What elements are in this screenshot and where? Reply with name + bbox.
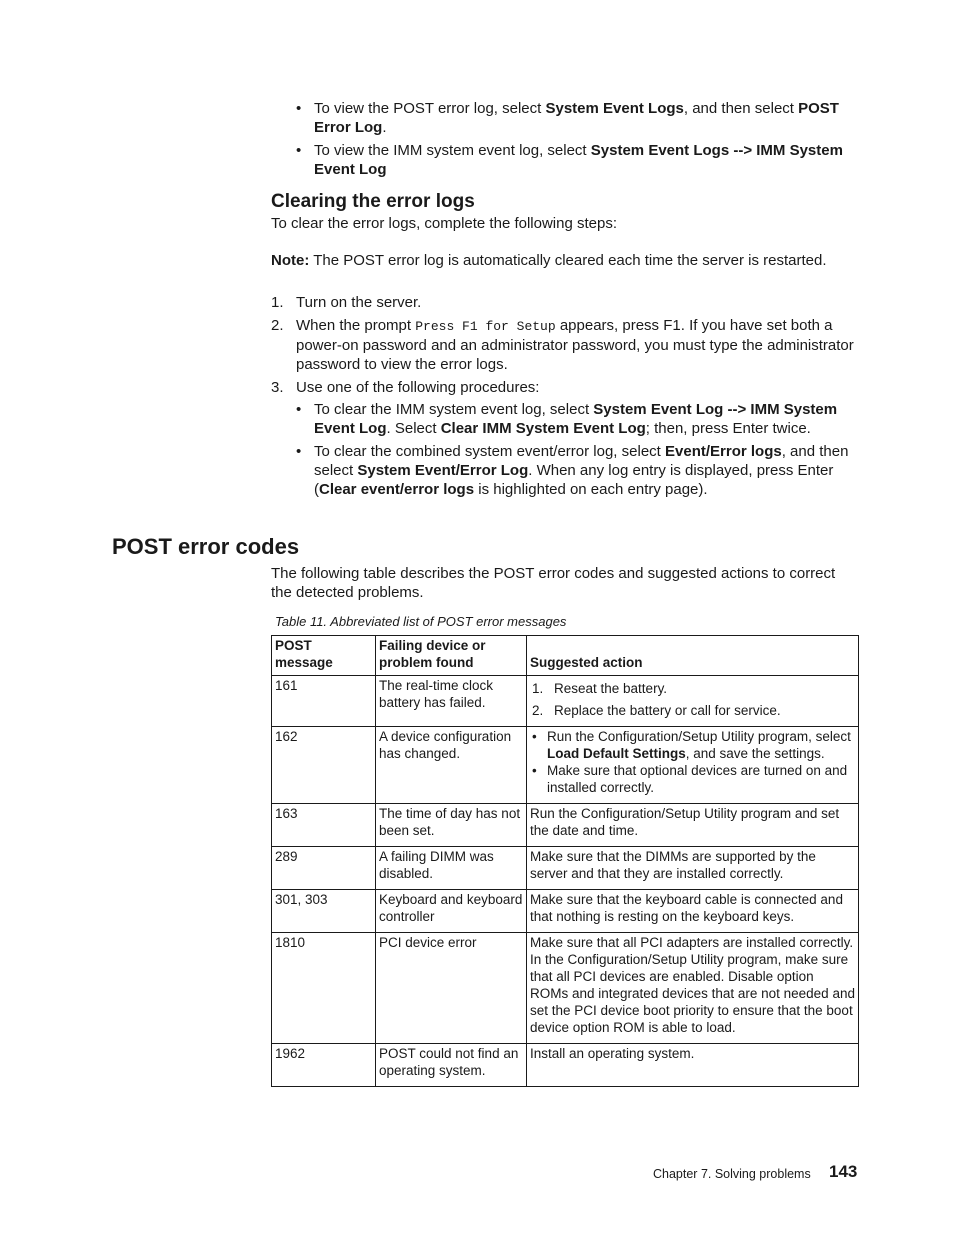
step-text: Use one of the following procedures: [296,379,540,396]
column-header: POST message [272,636,376,676]
action-bullet [530,728,855,762]
error-code-cell: 289 [272,847,376,890]
bullet-icon: • [532,763,537,778]
section-intro: The following table describes the POST error codes and suggested actions to correct the detected problems. [271,565,836,601]
step-text: Reseat the battery. [554,681,668,696]
step-text: Replace the battery or call for service. [554,703,781,718]
menu-path: POST Error Log [314,100,839,136]
menu-path: Load Default Settings [547,746,686,761]
item-text: , and then select [314,443,849,479]
action-cell [527,727,859,804]
device-cell: Keyboard and keyboard controller [376,890,527,933]
table-row [272,933,859,1044]
error-code-cell: 1810 [272,933,376,1044]
item-text: To view the IMM system event log, select [314,142,591,159]
bullet-icon: • [296,100,302,117]
menu-path: System Event/Error Log [357,462,529,479]
action-step [530,702,855,719]
error-code-cell: 301, 303 [272,890,376,933]
device-cell: The time of day has not been set. [376,804,527,847]
bullet-icon: • [532,729,537,744]
bullet-icon: • [296,443,302,460]
note-text: The POST error log is automatically cleared each time the server is restarted. [309,252,827,269]
steps-list [271,293,859,397]
bullet-icon: • [296,142,302,159]
item-text: Run the Configuration/Setup Utility program, select [547,729,851,744]
table-row [272,847,859,890]
procedure-list [296,400,858,503]
action-bullet [530,762,855,796]
action-cell: Run the Configuration/Setup Utility program and set the date and time. [527,804,859,847]
top-bullet-list [296,99,858,183]
table-header-row [272,636,859,676]
item-text: Make sure that optional devices are turned on and installed correctly. [547,763,848,795]
step-number: 1. [271,294,284,311]
menu-path: System Event Logs [545,100,684,117]
step-number: 3. [271,379,284,396]
device-cell: A failing DIMM was disabled. [376,847,527,890]
prompt-code: Press F1 for Setup [415,319,556,334]
action-step [530,680,855,697]
post-error-table [271,635,859,1087]
item-text: , and then select [683,100,799,117]
item-text: . When any log entry is displayed, press Enter ( [314,462,834,498]
note-label: Note: [271,252,310,269]
menu-path: System Event Logs --> IMM System Event Log [314,142,843,178]
list-item [296,442,858,499]
list-item [296,400,858,438]
device-cell: The real-time clock battery has failed. [376,676,527,727]
list-item [296,99,858,137]
item-text: To clear the combined system event/error log, select [314,443,665,460]
device-cell: PCI device error [376,933,527,1044]
step-text: appears, press F1. If you have set both a power-on password and an administrator password, you must type the administrator password to view the error logs. [296,317,854,373]
error-code-cell: 1962 [272,1044,376,1087]
error-code-cell: 162 [272,727,376,804]
step-number: 2. [271,317,284,334]
page-title: POST error codes [112,534,300,559]
step-text: When the prompt [296,317,416,334]
list-item [271,378,859,397]
error-code-cell: 161 [272,676,376,727]
item-text: To clear the IMM system event log, select [314,401,594,418]
table-row [272,727,859,804]
item-text: ; then, press Enter twice. [645,420,811,437]
table-row [272,890,859,933]
menu-path: System Event Log --> IMM System Event Log [314,401,838,437]
error-code-cell: 163 [272,804,376,847]
table-caption: Table 11. Abbreviated list of POST error messages [275,614,567,629]
item-text: . [382,119,387,136]
list-item [271,316,859,374]
step-number: 2. [532,703,544,718]
list-item [271,293,859,312]
item-text: To view the POST error log, select [314,100,546,117]
item-text: . Select [386,420,441,437]
table-row [272,1044,859,1087]
bullet-icon: • [296,401,302,418]
table-row [272,676,859,727]
menu-path: Clear event/error logs [319,481,475,498]
device-cell: A device configuration has changed. [376,727,527,804]
action-cell: Install an operating system. [527,1044,859,1087]
device-cell: POST could not find an operating system. [376,1044,527,1087]
step-text: Turn on the server. [296,294,422,311]
section-intro: To clear the error logs, complete the following steps: [271,215,618,232]
note-paragraph [271,251,859,270]
page-number: 143 [829,1162,858,1181]
menu-path: Event/Error logs [665,443,782,460]
action-cell: Make sure that all PCI adapters are installed correctly. In the Configuration/Setup Utility program, make sure that all PCI devices are enabled. Disable option ROMs and integrated devices that are not needed and set the PCI device boot priority to ensure that the boot device option ROM is able to load. [527,933,859,1044]
step-number: 1. [532,681,544,696]
list-item [296,141,858,179]
section-heading: Clearing the error logs [271,191,475,212]
item-text: is highlighted on each entry page). [474,481,708,498]
footer-chapter: Chapter 7. Solving problems [653,1167,811,1181]
action-cell: Make sure that the DIMMs are supported by the server and that they are installed correctly. [527,847,859,890]
action-cell [527,676,859,727]
column-header: Failing device or problem found [376,636,527,676]
item-text: , and save the settings. [685,746,825,761]
column-header: Suggested action [527,636,859,676]
action-cell: Make sure that the keyboard cable is connected and that nothing is resting on the keyboard keys. [527,890,859,933]
table-row [272,804,859,847]
menu-path: Clear IMM System Event Log [440,420,646,437]
